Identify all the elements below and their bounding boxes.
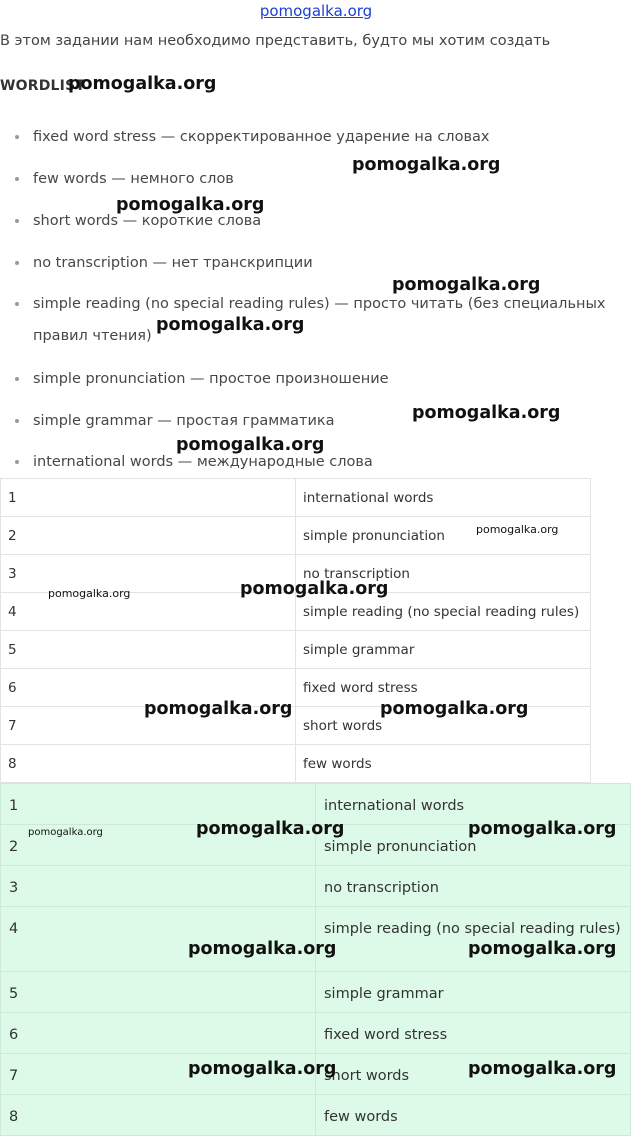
list-item [33,363,632,395]
list-item [33,163,632,195]
row-number: 2 [1,825,316,866]
watermark: pomogalka.org [476,523,559,536]
watermark: pomogalka.org [468,1059,617,1079]
watermark: pomogalka.org [412,403,561,423]
intro-text: В этом задании нам необходимо представить, будто мы хотим создать [0,33,551,49]
row-phrase: international words [316,784,631,825]
bullet-dot [15,419,19,423]
table-row [1,745,591,783]
row-number: 6 [1,669,296,707]
watermark: pomogalka.org [468,939,617,959]
row-number: 3 [1,866,316,907]
row-phrase: simple reading (no special reading rules) [296,593,591,631]
watermark: pomogalka.org [392,275,541,295]
watermark: pomogalka.org [176,435,325,455]
row-phrase: few words [316,1095,631,1136]
list-item [33,288,632,352]
table-row [1,1095,631,1136]
site-link-top[interactable]: pomogalka.org [259,2,373,20]
watermark: pomogalka.org [188,939,337,959]
watermark: pomogalka.org [28,827,103,838]
wordlist-heading: WORDLIST [0,78,86,94]
list-item-text: simple grammar — простая грамматика [33,413,335,429]
row-number: 8 [1,1095,316,1136]
bullet-dot [15,460,19,464]
bullet-dot [15,219,19,223]
watermark: pomogalka.org [188,1059,337,1079]
list-item [33,247,632,279]
table-row [1,866,631,907]
watermark: pomogalka.org [116,195,265,215]
watermark: pomogalka.org [380,699,529,719]
watermark: pomogalka.org [240,579,389,599]
watermark: pomogalka.org [156,315,305,335]
row-number: 1 [1,479,296,517]
row-phrase: simple grammar [316,972,631,1013]
table-row [1,479,591,517]
list-item-text: simple reading (no special reading rules) — просто читать (без специальных правил чтения) [33,296,606,344]
row-phrase: simple reading (no special reading rules) [316,907,631,972]
list-item [33,121,632,153]
row-number: 3 [1,555,296,593]
table-row [1,972,631,1013]
row-number: 4 [1,907,316,972]
bullet-dot [15,261,19,265]
list-item-text: short words — короткие слова [33,213,262,229]
list-item-text: fixed word stress — скорректированное ударение на словах [33,129,490,145]
row-phrase: fixed word stress [296,669,591,707]
row-phrase: simple grammar [296,631,591,669]
row-phrase: no transcription [296,555,591,593]
bullet-dot [15,377,19,381]
row-phrase: few words [296,745,591,783]
row-number: 5 [1,631,296,669]
watermark: pomogalka.org [468,819,617,839]
bullet-dot [15,177,19,181]
row-number: 7 [1,707,296,745]
list-item-text: few words — немного слов [33,171,234,187]
row-phrase: fixed word stress [316,1013,631,1054]
row-phrase: international words [296,479,591,517]
row-phrase: simple pronunciation [316,825,631,866]
row-number: 1 [1,784,316,825]
list-item [33,446,632,478]
bullet-dot [15,302,19,306]
row-phrase: simple pronunciation [296,517,591,555]
watermark: pomogalka.org [68,74,217,94]
row-number: 7 [1,1054,316,1095]
watermark: pomogalka.org [196,819,345,839]
row-phrase: no transcription [316,866,631,907]
row-number: 8 [1,745,296,783]
row-phrase: short words [296,707,591,745]
row-number: 4 [1,593,296,631]
row-number: 5 [1,972,316,1013]
list-item-text: international words — международные слова [33,454,373,470]
table-row [1,631,591,669]
list-item-text: no transcription — нет транскрипции [33,255,313,271]
watermark: pomogalka.org [144,699,293,719]
row-number: 6 [1,1013,316,1054]
bullet-dot [15,135,19,139]
row-phrase: short words [316,1054,631,1095]
list-item-text: simple pronunciation — простое произношение [33,371,389,387]
watermark: pomogalka.org [48,587,131,600]
watermark: pomogalka.org [352,155,501,175]
row-number: 2 [1,517,296,555]
table-row [1,1013,631,1054]
